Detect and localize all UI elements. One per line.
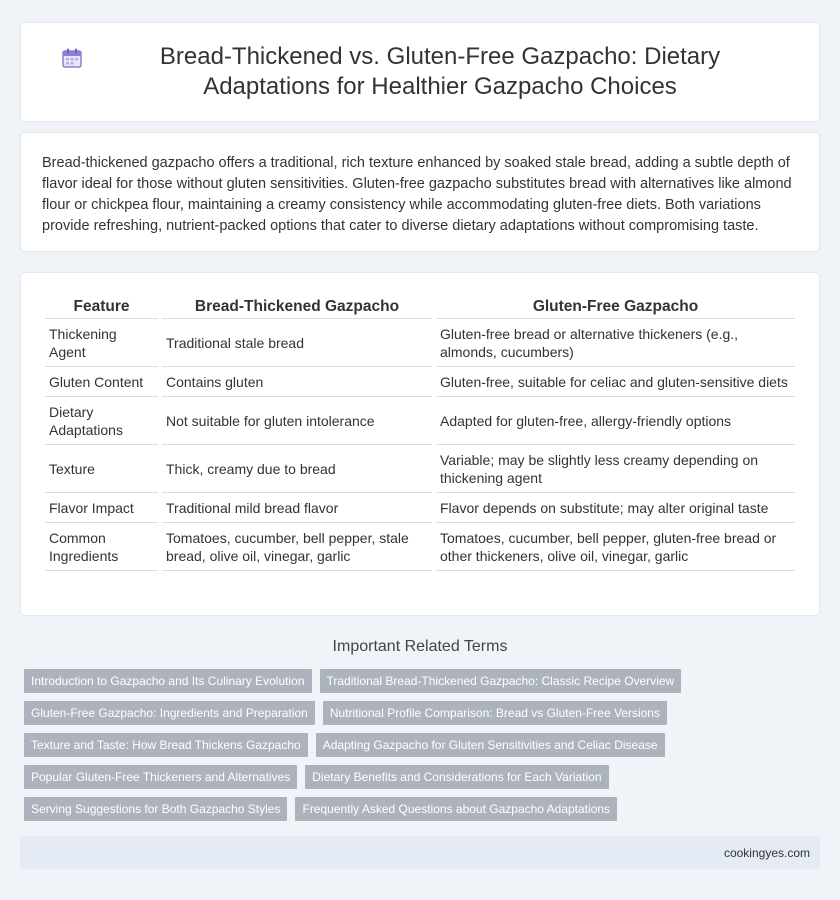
table-cell: Gluten Content bbox=[45, 369, 158, 397]
table-cell: Flavor Impact bbox=[45, 495, 158, 523]
table-row bbox=[45, 495, 795, 523]
table-cell: Contains gluten bbox=[162, 369, 432, 397]
related-term-tag[interactable]: Introduction to Gazpacho and Its Culinary Evolution bbox=[24, 669, 312, 693]
related-term-tag[interactable]: Frequently Asked Questions about Gazpacho Adaptations bbox=[295, 797, 617, 821]
related-terms-heading: Important Related Terms bbox=[332, 638, 508, 655]
tag-row bbox=[24, 765, 814, 789]
comparison-table bbox=[41, 293, 799, 573]
footer-site-link[interactable]: cookingyes.com bbox=[723, 845, 810, 860]
tag-row bbox=[24, 669, 814, 693]
table-row bbox=[45, 447, 795, 493]
column-header-feature: Feature bbox=[45, 295, 158, 319]
table-cell: Adapted for gluten-free, allergy-friendly options bbox=[436, 399, 795, 445]
related-term-tag[interactable]: Nutritional Profile Comparison: Bread vs Gluten-Free Versions bbox=[323, 701, 667, 725]
page-title: Bread-Thickened vs. Gluten-Free Gazpacho: Dietary Adaptations for Healthier Gazpacho Choices bbox=[159, 43, 721, 100]
related-term-tag[interactable]: Popular Gluten-Free Thickeners and Alternatives bbox=[24, 765, 297, 789]
table-row bbox=[45, 525, 795, 571]
table-cell: Variable; may be slightly less creamy depending on thickening agent bbox=[436, 447, 795, 493]
tag-row bbox=[24, 797, 814, 821]
table-cell: Not suitable for gluten intolerance bbox=[162, 399, 432, 445]
table-row bbox=[45, 369, 795, 397]
related-term-tag[interactable]: Adapting Gazpacho for Gluten Sensitivities and Celiac Disease bbox=[316, 733, 665, 757]
table-row bbox=[45, 399, 795, 445]
table-cell: Common Ingredients bbox=[45, 525, 158, 571]
related-term-tag[interactable]: Serving Suggestions for Both Gazpacho Styles bbox=[24, 797, 287, 821]
related-term-tag[interactable]: Traditional Bread-Thickened Gazpacho: Classic Recipe Overview bbox=[320, 669, 682, 693]
footer bbox=[20, 836, 820, 869]
table-cell: Traditional mild bread flavor bbox=[162, 495, 432, 523]
table-header-row bbox=[45, 295, 795, 319]
table-cell: Tomatoes, cucumber, bell pepper, stale bread, olive oil, vinegar, garlic bbox=[162, 525, 432, 571]
table-row bbox=[45, 321, 795, 367]
table-cell: Thickening Agent bbox=[45, 321, 158, 367]
column-header-gluten-free: Gluten-Free Gazpacho bbox=[436, 295, 795, 319]
related-term-tag[interactable]: Gluten-Free Gazpacho: Ingredients and Preparation bbox=[24, 701, 315, 725]
table-cell: Tomatoes, cucumber, bell pepper, gluten-free bread or other thickeners, olive oil, vinegar, garlic bbox=[436, 525, 795, 571]
tag-row bbox=[24, 701, 814, 725]
related-terms-list bbox=[24, 669, 814, 829]
intro-card bbox=[20, 132, 820, 252]
table-cell: Texture bbox=[45, 447, 158, 493]
table-cell: Traditional stale bread bbox=[162, 321, 432, 367]
related-term-tag[interactable]: Dietary Benefits and Considerations for Each Variation bbox=[305, 765, 608, 789]
related-term-tag[interactable]: Texture and Taste: How Bread Thickens Gazpacho bbox=[24, 733, 308, 757]
intro-paragraph: Bread-thickened gazpacho offers a traditional, rich texture enhanced by soaked stale bread, adding a subtle depth of flavor ideal for those without gluten sensitivities. Gluten-free gazpacho substitutes bread with alternatives like almond flour or chickpea flour, maintaining a creamy consistency while accommodating gluten-free diets. Both variations provide refreshing, nutrient-packed options that cater to diverse dietary adaptations without compromising taste. bbox=[42, 155, 792, 234]
title-card bbox=[20, 22, 820, 122]
table-cell: Thick, creamy due to bread bbox=[162, 447, 432, 493]
tag-row bbox=[24, 733, 814, 757]
table-cell: Dietary Adaptations bbox=[45, 399, 158, 445]
table-cell: Gluten-free bread or alternative thickeners (e.g., almonds, cucumbers) bbox=[436, 321, 795, 367]
table-cell: Gluten-free, suitable for celiac and gluten-sensitive diets bbox=[436, 369, 795, 397]
table-cell: Flavor depends on substitute; may alter original taste bbox=[436, 495, 795, 523]
comparison-card bbox=[20, 272, 820, 616]
column-header-bread-thickened: Bread-Thickened Gazpacho bbox=[162, 295, 432, 319]
